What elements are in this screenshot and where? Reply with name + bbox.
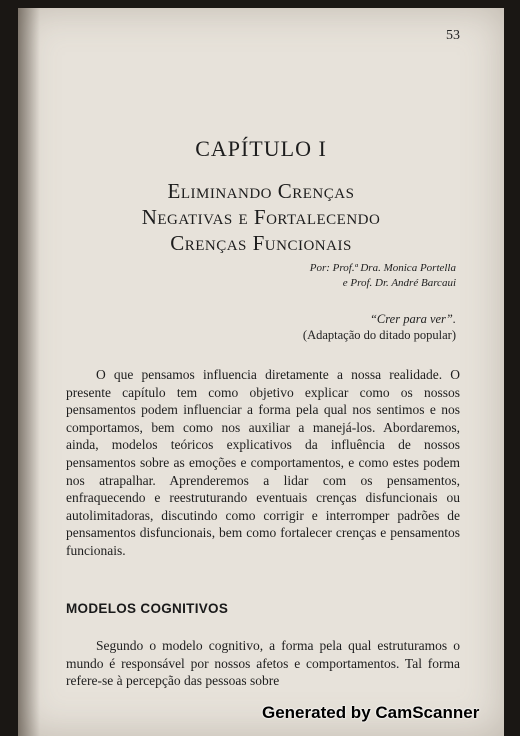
epigraph [303, 311, 456, 343]
author-line: Por: Prof.ª Dra. Monica Portella [309, 262, 456, 274]
chapter-title-line: Crenças Funcionais [170, 231, 352, 255]
chapter-title [18, 178, 504, 256]
chapter-title-line: Eliminando Crenças [167, 179, 355, 203]
chapter-heading: CAPÍTULO I [195, 136, 327, 161]
page-number: 53 [446, 28, 460, 43]
author-credits [310, 261, 456, 291]
section-heading: MODELOS COGNITIVOS [66, 601, 229, 616]
section-paragraph: Segundo o modelo cognitivo, a forma pela qual estruturamos o mundo é responsável por nossos afetos e comportamentos. Tal forma refere-se à percepção das pessoas sobre [66, 638, 460, 689]
intro-paragraph: O que pensamos influencia diretamente a nossa realidade. O presente capítulo tem como objetivo explicar como os nossos pensamentos podem influenciar a forma pela qual nos sentimos e nos comportamos, bem como nos auxiliar a manejá-los. Abordaremos, ainda, modelos teóricos explicativos da influência de nossos pensamentos sobre as emoções e comportamentos, e como estes podem nos atrapalhar. Aprenderemos a lidar com os pensamentos, enfraquecendo e reestruturando eventuais crenças disfuncionais ou autolimitadoras, discutindo como corrigir e interromper padrões de pensamentos disfuncionais, bem como fortalecer crenças e pensamentos funcionais. [66, 367, 460, 558]
book-page [18, 8, 504, 736]
page-spine-shadow [18, 8, 40, 736]
chapter-title-line: Negativas e Fortalecendo [141, 205, 381, 229]
author-line: e Prof. Dr. André Barcaui [342, 277, 456, 289]
epigraph-source: (Adaptação do ditado popular) [302, 328, 456, 342]
epigraph-quote: “Crer para ver”. [369, 312, 456, 326]
scanner-watermark: Generated by CamScanner [262, 703, 480, 722]
